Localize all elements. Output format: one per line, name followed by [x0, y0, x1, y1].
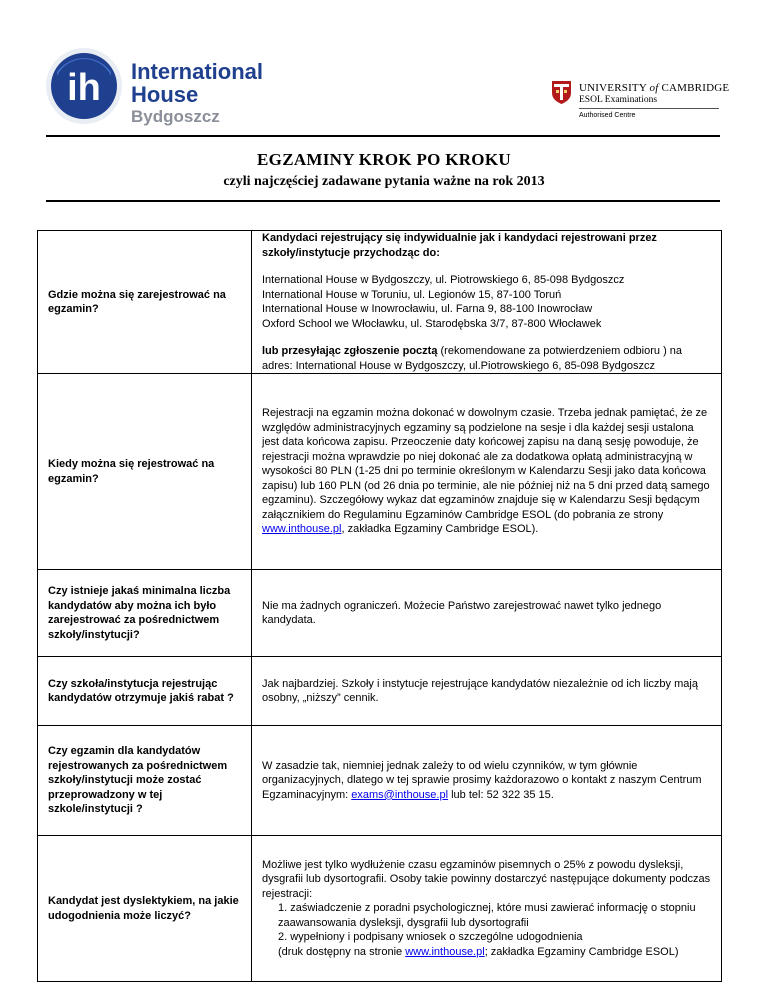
list-item: (druk dostępny na stronie www.inthouse.pl; zakładka Egzaminy Cambridge ESOL)	[278, 945, 679, 958]
address-line: International House w Toruniu, ul. Legionów 15, 87-100 Toruń	[262, 288, 562, 301]
page-title: EGZAMINY KROK PO KROKU	[257, 150, 511, 169]
question-cell: Kiedy można się rejestrować na egzamin?	[38, 374, 252, 570]
inthouse-link[interactable]: www.inthouse.pl	[262, 523, 342, 536]
answer-cell	[252, 231, 722, 374]
top-rule	[46, 135, 720, 137]
address-line: International House w Inowrocławiu, ul. Farna 9, 88-100 Inowrocław	[262, 303, 593, 315]
answer-cell	[252, 726, 722, 836]
faq-table	[37, 230, 722, 982]
question-cell: Gdzie można się zarejestrować na egzamin?	[38, 231, 252, 374]
address-line: International House w Bydgoszczy, ul. Piotrowskiego 6, 85-098 Bydgoszcz	[262, 274, 625, 286]
question-cell: Czy egzamin dla kandydatów rejestrowanych za pośrednictwem szkoły/instytucji może zostać przeprowadzony w tej szkole/instytucji ?	[38, 726, 252, 836]
answer-cell: Nie ma żadnych ograniczeń. Możecie Państwo zarejestrować nawet tylko jednego kandydata.	[252, 570, 722, 657]
cambridge-esol-label: ESOL Examinations	[579, 95, 658, 105]
answer-intro: Możliwe jest tylko wydłużenie czasu egzaminów pisemnych o 25% z powodu dysleksji, dysgrafii lub dysortografii. Osoby takie powinny dostarczyć następujące dokumenty podczas rejestracji:	[262, 858, 711, 900]
table-row	[38, 836, 722, 982]
bottom-rule	[46, 200, 720, 202]
table-row	[38, 570, 722, 657]
question-cell: Czy szkoła/instytucja rejestrując kandydatów otrzymuje jakiś rabat ?	[38, 657, 252, 726]
page-subtitle: czyli najczęściej zadawane pytania ważne na rok 2013	[223, 174, 545, 189]
answer-cell	[252, 374, 722, 570]
logo-line1: International	[131, 59, 264, 84]
answer-text: Rejestracji na egzamin można dokonać w dowolnym czasie. Trzeba jednak pamiętać, że ze względów administracyjnych egzaminy są podzielone na sesje i dla każdej sesji ustalona jest data końcowa zapisu. Przeoczenie daty końcowej zapisu na daną sesję powoduje, że rejestracji można wprawdzie po niej dokonać ale za dodatkowa opłatą administracyjną w wysokości 80 PLN (1-25 dni po terminie określonym w Kalendarzu Sesji jako data końcowa zapisu) lub 160 PLN (od 26 dnia po terminie, ale nie później niż na 5 dni przed datą samego egzaminu). Szczegółowy wykaz dat egzaminów znajduje się w Kalendarzu Sesji będącym załącznikiem do Regulaminu Egzaminów Cambridge ESOL (do pobrania ze strony www.inthouse.pl, zakładka Egzaminy Cambridge ESOL).	[262, 407, 710, 536]
logo-line2: House	[131, 82, 199, 107]
cambridge-shield-icon	[552, 81, 571, 104]
exams-email-link[interactable]: exams@inthouse.pl	[351, 788, 449, 801]
question-cell: Kandydat jest dyslektykiem, na jakie udogodnienia może liczyć?	[38, 836, 252, 982]
table-row	[38, 726, 722, 836]
logo-line3: Bydgoszcz	[131, 107, 220, 126]
answer-cell	[252, 836, 722, 982]
svg-text:ih: ih	[67, 67, 101, 109]
answer-intro: Kandydaci rejestrujący się indywidualnie jak i kandydaci rejestrowani przez szkoły/instytucje przychodząc do:	[262, 232, 657, 259]
cambridge-divider	[579, 108, 719, 109]
cambridge-authorised-label: Authorised Centre	[579, 112, 636, 119]
address-line: Oxford School we Włocławku, ul. Starodębska 3/7, 87-800 Włocławek	[262, 317, 602, 330]
answer-cell: Jak najbardziej. Szkoły i instytucje rejestrujące kandydatów niezależnie od ich liczby mają osobny, „niższy” cennik.	[252, 657, 722, 726]
international-house-logo	[37, 42, 277, 127]
post-info: lub przesyłając zgłoszenie pocztą (rekomendowane za potwierdzeniem odbioru ) na adres: International House w Bydgoszczy, ul.Piotrowskiego 6, 85-098 Bydgoszcz	[262, 345, 683, 372]
cambridge-university-label: UNIVERSITY of CAMBRIDGE	[579, 82, 730, 94]
list-item: 2. wypełniony i podpisany wniosek o szczególne udogodnienia	[278, 931, 583, 944]
table-row	[38, 374, 722, 570]
table-row	[38, 231, 722, 374]
inthouse-link[interactable]: www.inthouse.pl	[405, 945, 485, 958]
table-row	[38, 657, 722, 726]
cambridge-logo	[552, 78, 730, 128]
list-item: 1. zaświadczenie z poradni psychologicznej, które musi zawierać informację o stopniu zaawansowania dysleksji, dysgrafii lub dysortografii	[278, 902, 696, 929]
answer-text: W zasadzie tak, niemniej jednak zależy to od wielu czynników, w tym głównie organizacyjnych, dlatego w tej sprawie prosimy każdorazowo o kontakt z naszym Centrum Egzaminacyjnym: exams@inthouse.pl lub tel: 52 322 35 15.	[262, 759, 702, 801]
question-cell: Czy istnieje jakaś minimalna liczba kandydatów aby można ich było zarejestrować za pośrednictwem szkoły/instytucji?	[38, 570, 252, 657]
